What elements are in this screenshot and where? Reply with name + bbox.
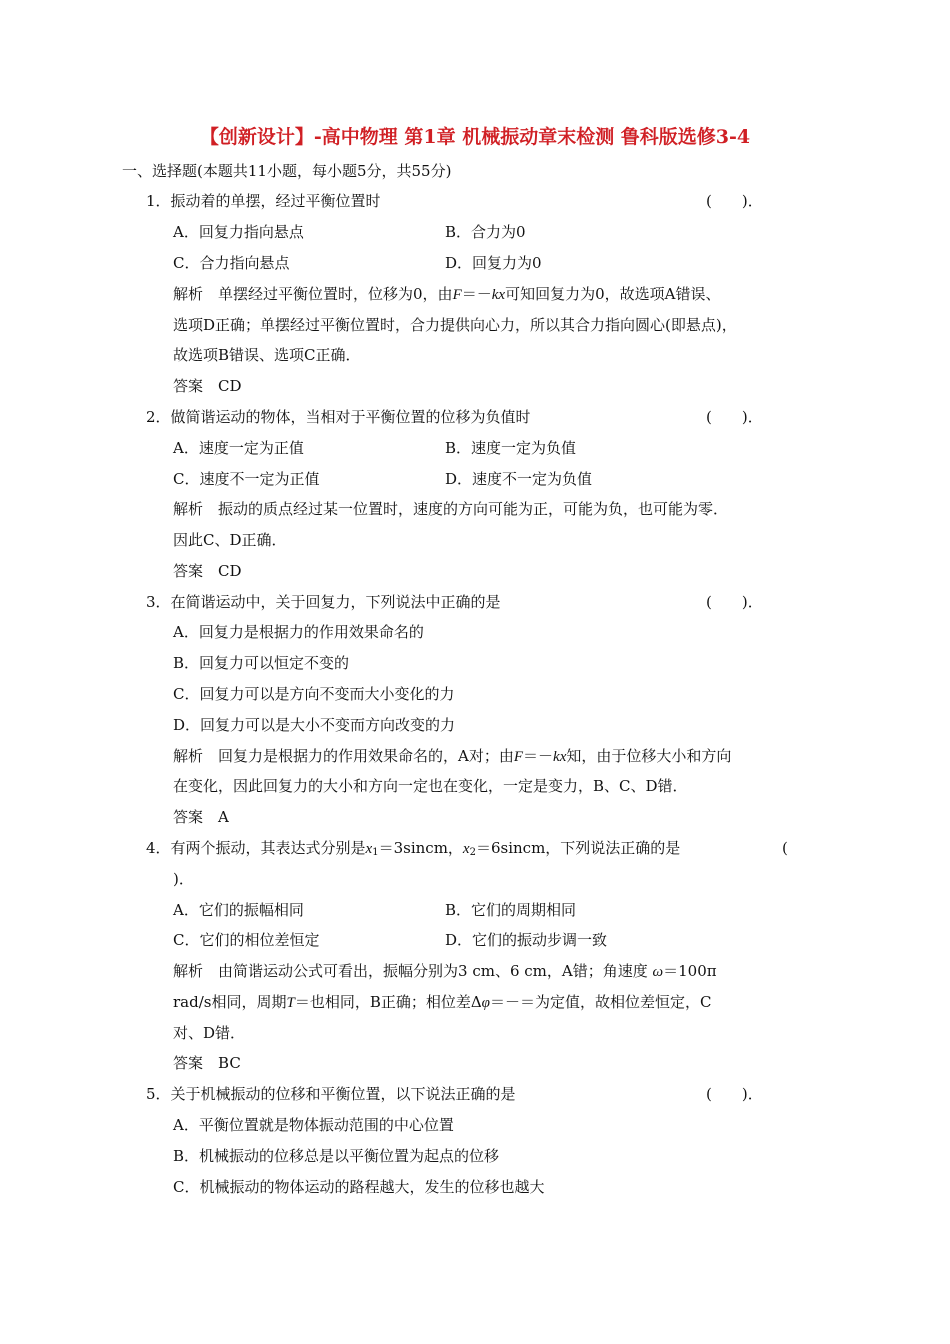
question-5-option-a: A．平衡位置就是物体振动范围的中心位置 — [173, 1116, 454, 1134]
question-1-option-c: C．合力指向悬点 — [173, 254, 290, 272]
analysis-label: 解析 — [173, 962, 204, 980]
question-4-option-a: A．它们的振幅相同 — [173, 901, 304, 919]
question-1-paren: ( )． — [706, 192, 763, 210]
question-4-paren-open: ( — [782, 839, 788, 857]
question-1-option-a: A．回复力指向悬点 — [173, 223, 304, 241]
question-4-option-c: C．它们的相位差恒定 — [173, 931, 320, 949]
analysis-label: 解析 — [173, 285, 204, 303]
question-4-option-b: B．它们的周期相同 — [445, 901, 577, 919]
question-5-option-b: B．机械振动的位移总是以平衡位置为起点的位移 — [173, 1147, 500, 1165]
analysis-label: 解析 — [173, 747, 204, 765]
question-5-paren: ( )． — [706, 1085, 763, 1103]
question-3-option-b: B．回复力可以恒定不变的 — [173, 654, 350, 672]
question-4-paren-close: )． — [173, 870, 194, 888]
question-5-stem: 5．关于机械振动的位移和平衡位置，以下说法正确的是 — [146, 1085, 516, 1103]
question-1-analysis-line-1: 解析 单摆经过平衡位置时，位移为0，由F＝－kx可知回复力为0，故选项A错误、 — [173, 285, 721, 303]
question-3-paren: ( )． — [706, 593, 763, 611]
question-2-option-c: C．速度不一定为正值 — [173, 470, 320, 488]
question-2-answer: 答案 CD — [173, 562, 242, 580]
section-heading: 一、选择题(本题共11小题，每小题5分，共55分) — [122, 162, 452, 180]
question-3-option-c: C．回复力可以是方向不变而大小变化的力 — [173, 685, 455, 703]
question-3-analysis-line-1: 解析 回复力是根据力的作用效果命名的，A对；由F＝－kx知，由于位移大小和方向 — [173, 747, 732, 765]
question-1-option-b: B．合力为0 — [445, 223, 526, 241]
question-3-option-a: A．回复力是根据力的作用效果命名的 — [173, 623, 424, 641]
question-5-option-c: C．机械振动的物体运动的路程越大，发生的位移也越大 — [173, 1178, 545, 1196]
question-3-answer: 答案 A — [173, 808, 229, 826]
analysis-label: 解析 — [173, 500, 204, 518]
question-2-option-a: A．速度一定为正值 — [173, 439, 304, 457]
question-2-analysis-line-2: 因此C、D正确． — [173, 531, 287, 549]
question-2-stem: 2．做简谐运动的物体，当相对于平衡位置的位移为负值时 — [146, 408, 531, 426]
question-3-option-d: D．回复力可以是大小不变而方向改变的力 — [173, 716, 456, 734]
question-4-stem: 4．有两个振动，其表达式分别是$x_1=3sincm$，$x_2=6sincm$，下列说法正确的是 — [146, 839, 681, 858]
question-4-answer: 答案 BC — [173, 1054, 241, 1072]
question-2-option-d: D．速度不一定为负值 — [445, 470, 593, 488]
question-2-option-b: B．速度一定为负值 — [445, 439, 577, 457]
question-3-stem: 3．在简谐运动中，关于回复力，下列说法中正确的是 — [146, 593, 501, 611]
question-4-analysis-line-3: 对、D错． — [173, 1024, 246, 1042]
question-1-answer: 答案 CD — [173, 377, 242, 395]
question-1-analysis-line-3: 故选项B错误、选项C正确． — [173, 346, 361, 364]
question-3-analysis-line-2: 在变化，因此回复力的大小和方向一定也在变化，一定是变力，B、C、D错． — [173, 777, 688, 795]
question-4-analysis-line-2: rad/s相同，周期T＝也相同，B正确；相位差Δφ＝－＝为定值，故相位差恒定，C — [173, 993, 712, 1011]
document-title: 【创新设计】-高中物理 第1章 机械振动章末检测 鲁科版选修3-4 — [199, 126, 751, 148]
question-1-stem: 1．振动着的单摆，经过平衡位置时 — [146, 192, 381, 210]
question-2-analysis-line-1: 解析 振动的质点经过某一位置时，速度的方向可能为正，可能为负，也可能为零． — [173, 500, 729, 518]
question-1-option-d: D．回复力为0 — [445, 254, 542, 272]
question-4-analysis-line-1: 解析 由简谐运动公式可看出，振幅分别为3 cm、6 cm，A错；角速度 ω＝100π — [173, 962, 717, 980]
question-2-paren: ( )． — [706, 408, 763, 426]
question-4-option-d: D．它们的振动步调一致 — [445, 931, 608, 949]
question-1-analysis-line-2: 选项D正确；单摆经过平衡位置时，合力提供向心力，所以其合力指向圆心(即悬点)， — [173, 316, 737, 334]
